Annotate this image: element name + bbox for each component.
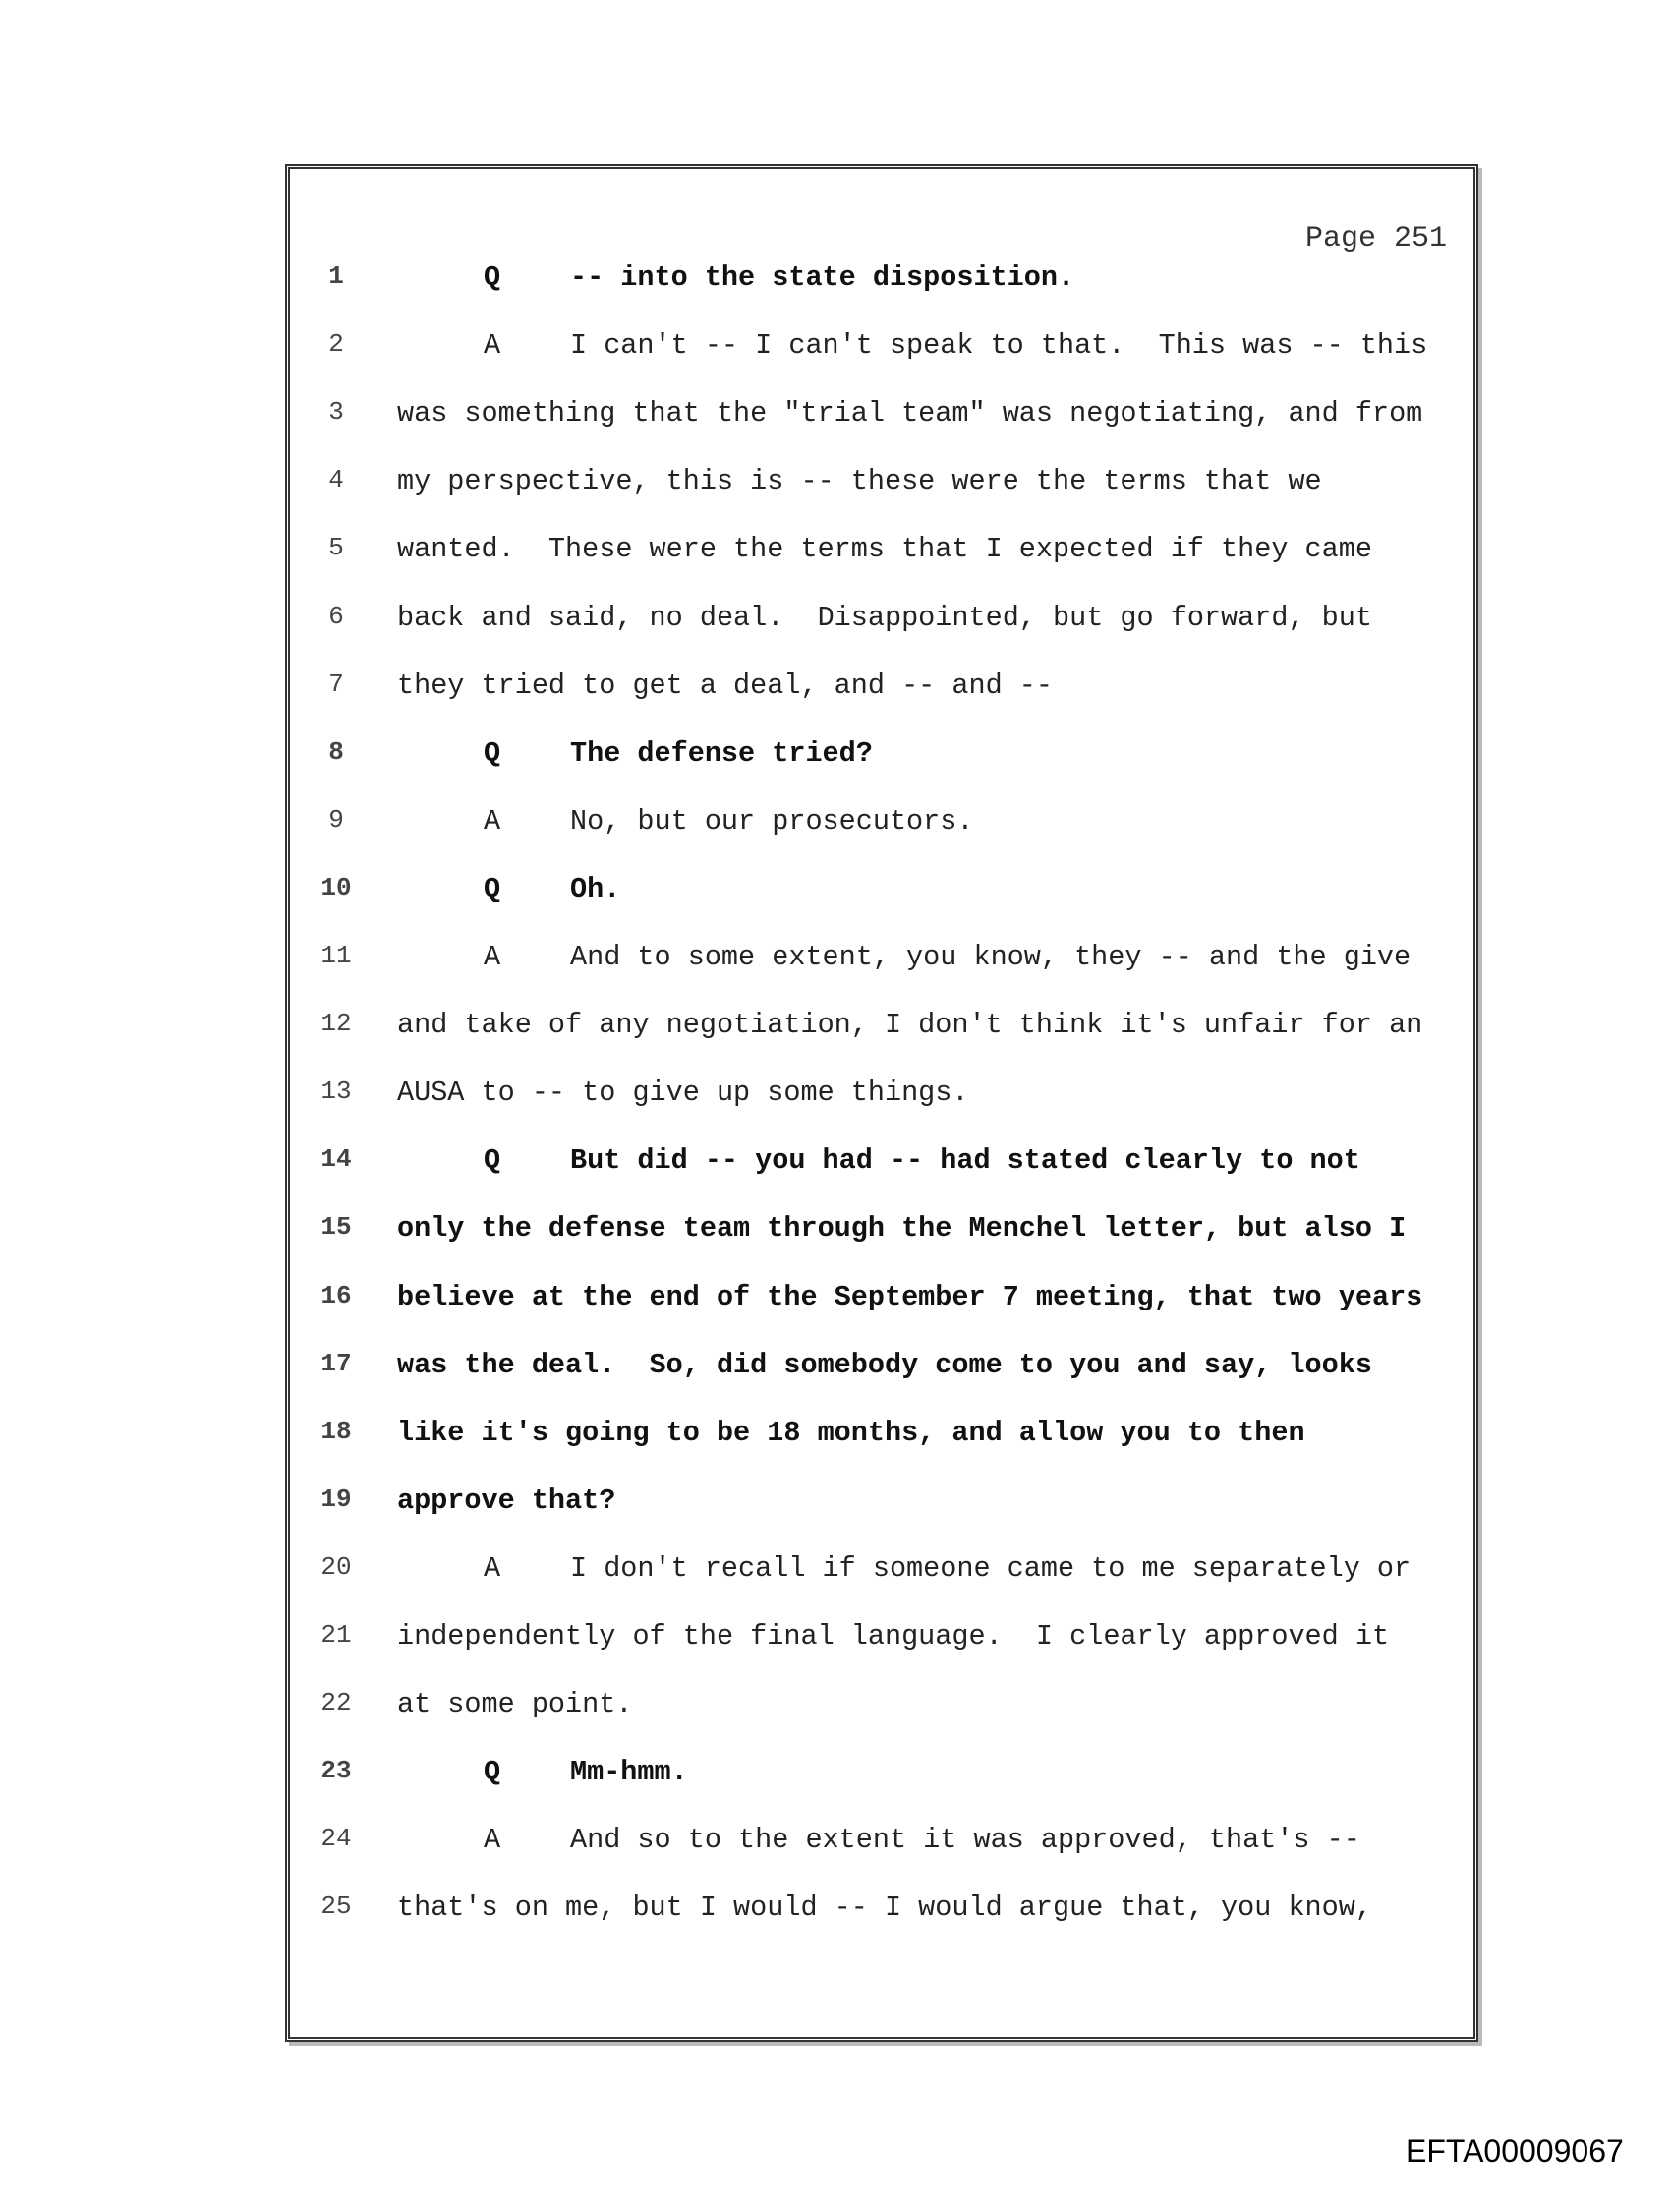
line-text: Mm-hmm. xyxy=(570,1756,688,1789)
line-text: And so to the extent it was approved, that's -- xyxy=(570,1824,1360,1857)
line-number: 8 xyxy=(328,736,344,767)
line-text: that's on me, but I would -- I would argue that, you know, xyxy=(397,1892,1372,1925)
transcript-line xyxy=(0,941,1671,980)
speaker-label: A xyxy=(484,804,501,838)
line-text: And to some extent, you know, they -- and the give xyxy=(570,941,1412,973)
line-text: I don't recall if someone came to me separately or xyxy=(570,1551,1412,1585)
line-number: 21 xyxy=(320,1620,352,1650)
transcript-line xyxy=(0,1077,1671,1116)
transcript-line xyxy=(0,329,1671,369)
line-number: 1 xyxy=(328,262,344,291)
transcript-line xyxy=(0,533,1671,572)
transcript-line xyxy=(0,262,1671,301)
speaker-label: A xyxy=(484,329,501,363)
line-number: 6 xyxy=(328,601,344,631)
transcript-line xyxy=(0,1144,1671,1184)
line-number: 2 xyxy=(328,329,344,360)
transcript-line xyxy=(0,1552,1671,1592)
line-text: -- into the state disposition. xyxy=(570,262,1075,294)
line-number: 19 xyxy=(320,1484,352,1514)
line-text: approve that? xyxy=(397,1484,616,1517)
transcript-line xyxy=(0,1620,1671,1659)
transcript-line xyxy=(0,1484,1671,1524)
line-number: 22 xyxy=(320,1688,352,1718)
transcript-line xyxy=(0,1281,1671,1320)
speaker-label: Q xyxy=(484,872,501,905)
line-text: back and said, no deal. Disappointed, but go forward, but xyxy=(397,601,1372,634)
line-number: 7 xyxy=(328,669,344,699)
line-text: AUSA to -- to give up some things. xyxy=(397,1077,969,1110)
transcript-line xyxy=(0,1756,1671,1795)
transcript-line xyxy=(0,1009,1671,1048)
speaker-label: A xyxy=(484,941,501,973)
line-text: independently of the final language. I clearly approved it xyxy=(397,1620,1390,1653)
line-number: 23 xyxy=(320,1756,352,1786)
speaker-label: Q xyxy=(484,262,501,294)
line-text: was the deal. So, did somebody come to you and say, looks xyxy=(397,1348,1372,1381)
transcript-line xyxy=(0,669,1671,709)
transcript-line xyxy=(0,397,1671,437)
transcript-line xyxy=(0,1824,1671,1863)
line-number: 25 xyxy=(320,1892,352,1922)
line-text: only the defense team through the Menchel letter, but also I xyxy=(397,1212,1407,1246)
line-number: 9 xyxy=(328,804,344,835)
line-text: wanted. These were the terms that I expected if they came xyxy=(397,533,1372,566)
line-number: 11 xyxy=(320,941,352,970)
transcript-line xyxy=(0,805,1671,844)
line-number: 24 xyxy=(320,1824,352,1854)
line-text: believe at the end of the September 7 meeting, that two years xyxy=(397,1280,1423,1313)
line-number: 15 xyxy=(320,1212,352,1243)
line-number: 20 xyxy=(320,1551,352,1582)
line-text: and take of any negotiation, I don't think it's unfair for an xyxy=(397,1009,1423,1042)
speaker-label: Q xyxy=(484,1756,501,1789)
line-text: I can't -- I can't speak to that. This was -- this xyxy=(570,329,1428,363)
transcript-line xyxy=(0,465,1671,504)
line-number: 13 xyxy=(320,1077,352,1107)
line-number: 17 xyxy=(320,1348,352,1378)
line-text: But did -- you had -- had stated clearly to not xyxy=(570,1144,1360,1178)
transcript-line xyxy=(0,1688,1671,1727)
document-id: EFTA00009067 xyxy=(1406,2133,1624,2169)
transcript-line xyxy=(0,602,1671,641)
transcript-line xyxy=(0,737,1671,777)
page-number: Page 251 xyxy=(1304,222,1447,256)
transcript-line xyxy=(0,1417,1671,1456)
line-text: at some point. xyxy=(397,1688,633,1721)
line-text: No, but our prosecutors. xyxy=(570,804,974,838)
line-number: 12 xyxy=(320,1009,352,1039)
line-number: 18 xyxy=(320,1416,352,1446)
line-number: 5 xyxy=(328,533,344,563)
line-number: 14 xyxy=(320,1144,352,1175)
line-number: 3 xyxy=(328,397,344,428)
line-text: my perspective, this is -- these were the terms that we xyxy=(397,465,1322,498)
line-number: 10 xyxy=(320,872,352,902)
line-text: The defense tried? xyxy=(570,736,873,770)
transcript-line xyxy=(0,1349,1671,1388)
speaker-label: A xyxy=(484,1824,501,1857)
transcript-line xyxy=(0,873,1671,912)
transcript-line xyxy=(0,1892,1671,1931)
speaker-label: Q xyxy=(484,736,501,770)
line-text: like it's going to be 18 months, and allow you to then xyxy=(397,1416,1305,1449)
line-text: they tried to get a deal, and -- and -- xyxy=(397,669,1054,702)
line-text: Oh. xyxy=(570,872,621,905)
line-number: 16 xyxy=(320,1280,352,1310)
speaker-label: A xyxy=(484,1551,501,1585)
speaker-label: Q xyxy=(484,1144,501,1178)
line-number: 4 xyxy=(328,465,344,495)
transcript-line xyxy=(0,1212,1671,1252)
line-text: was something that the "trial team" was negotiating, and from xyxy=(397,397,1423,431)
